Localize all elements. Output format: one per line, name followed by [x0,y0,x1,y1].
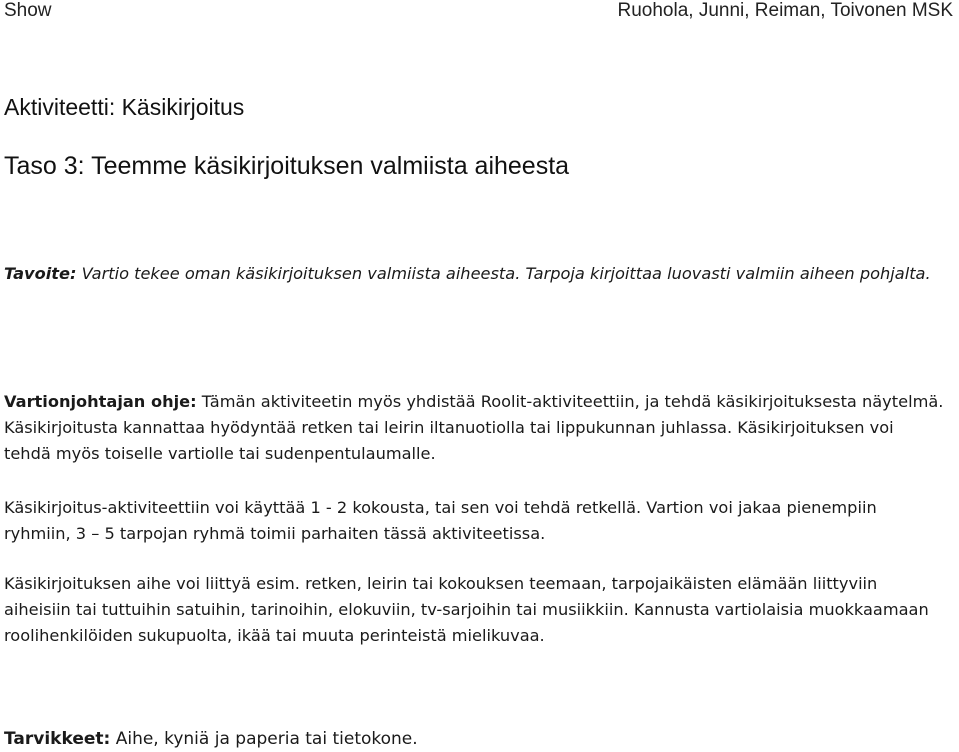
supplies-text: Aihe, kyniä ja paperia tai tietokone. [110,729,418,749]
supplies-paragraph [4,726,944,752]
goal-paragraph [4,261,944,287]
topic-paragraph: Käsikirjoituksen aihe voi liittyä esim. retken, leirin tai kokouksen teemaan, tarpojaikäisten elämään liittyviin aiheisiin tai tuttuihin satuihin, tarinoihin, elokuviin, tv-sarjoihin tai musiikkiin. Kannusta vartiolaisia muokkaamaan roolihenkilöiden sukupuolta, ikää tai muuta perinteistä mielikuvaa. [4,574,929,645]
goal-label: Tavoite: [4,264,77,283]
header-authors: Ruohola, Junni, Reiman, Toivonen MSK [617,0,953,21]
supplies-label: Tarvikkeet: [4,729,111,749]
page-header [4,0,953,24]
header-left-text: Show [4,0,52,21]
activity-title: Aktiviteetti: Käsikirjoitus [4,94,245,120]
goal-text: Vartio tekee oman käsikirjoituksen valmiista aiheesta. Tarpoja kirjoittaa luovasti valmiin aiheen pohjalta. [76,264,931,283]
leader-text: Tämän aktiviteetin myös yhdistää Roolit-aktiviteettiin, ja tehdä käsikirjoituksesta näytelmä. Käsikirjoitusta kannattaa hyödyntää retken tai leirin iltanuotiolla tai lippukunnan juhlassa. Käsikirjoituksen voi tehdä myös toiselle vartiolle tai sudenpentulaumalle. [4,392,944,463]
leader-instructions-paragraph [4,389,944,467]
groups-paragraph: Käsikirjoitus-aktiviteettiin voi käyttää 1 - 2 kokousta, tai sen voi tehdä retkellä. Vartion voi jakaa pienempiin ryhmiin, 3 – 5 tarpojan ryhmä toimii parhaiten tässä aktiviteetissa. [4,498,877,543]
level-title: Taso 3: Teemme käsikirjoituksen valmiista aiheesta [4,152,570,180]
leader-label: Vartionjohtajan ohje: [4,392,197,411]
